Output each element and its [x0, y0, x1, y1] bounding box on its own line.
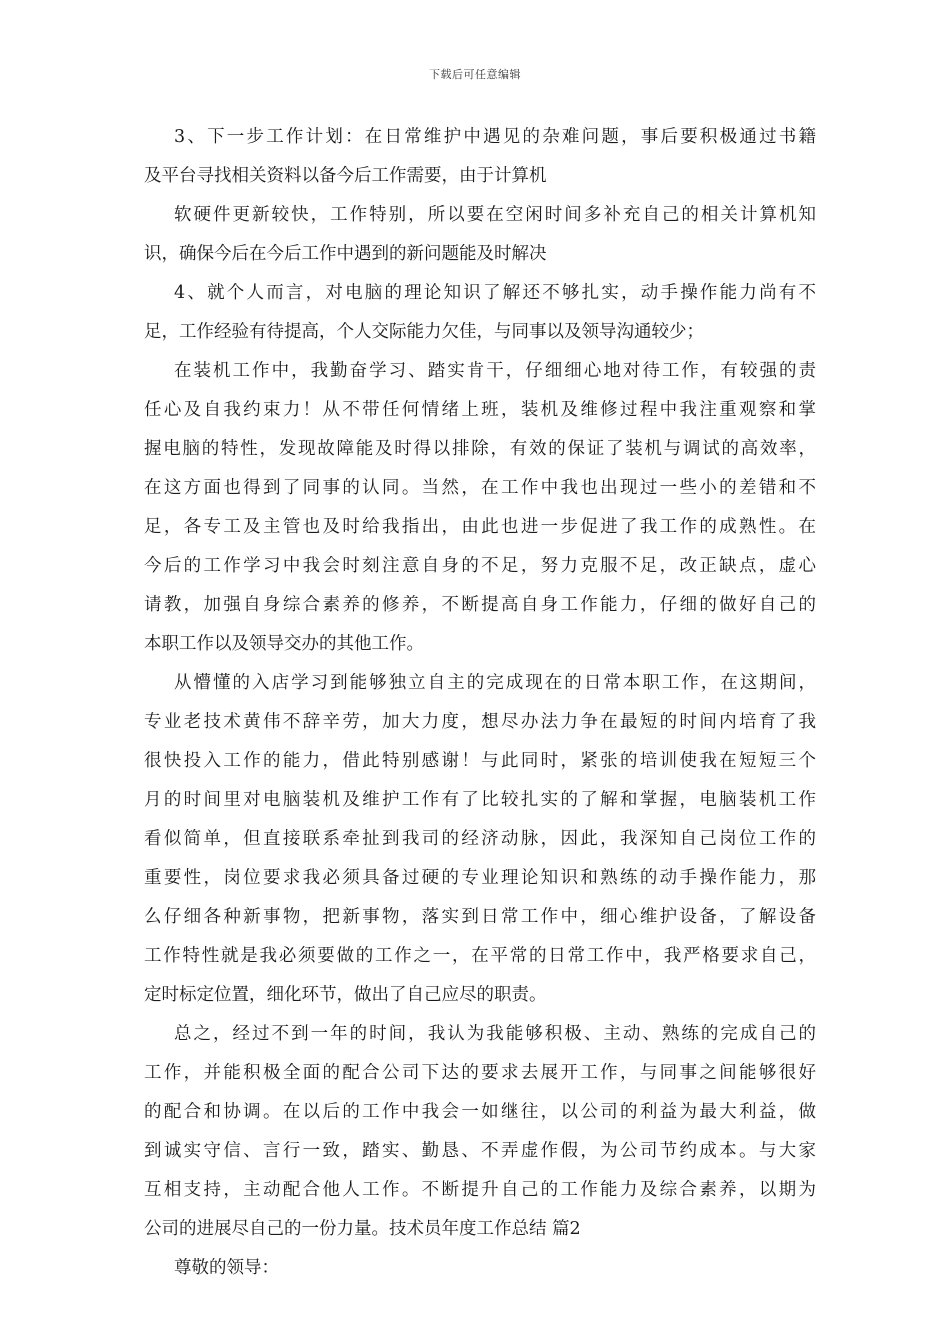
- text-line: 尊敬的领导：: [174, 1258, 279, 1278]
- text-line: 3、下一步工作计划：在日常维护中遇见的杂难问题，事后要积极通过书籍: [174, 127, 816, 147]
- text-line: 握电脑的特性，发现故障能及时得以排除，有效的保证了装机与调试的高效率，: [144, 439, 816, 459]
- document-body: [144, 118, 816, 1288]
- text-line: 公司的进展尽自己的一份力量。技术员年度工作总结 篇2: [144, 1219, 581, 1239]
- text-line: 足，工作经验有待提高，个人交际能力欠佳，与同事以及领导沟通较少；: [144, 322, 704, 342]
- header-note: 下载后可任意编辑: [429, 68, 521, 81]
- text-line: 请教，加强自身综合素养的修养，不断提高自身工作能力，仔细的做好自己的: [144, 595, 816, 615]
- text-line: 工作，并能积极全面的配合公司下达的要求去展开工作，与同事之间能够很好: [144, 1063, 816, 1083]
- text-line: 任心及自我约束力！从不带任何情绪上班，装机及维修过程中我注重观察和掌: [144, 400, 816, 420]
- text-line: 4、就个人而言，对电脑的理论知识了解还不够扎实，动手操作能力尚有不: [174, 283, 816, 303]
- text-line: 的配合和协调。在以后的工作中我会一如继往，以公司的利益为最大利益，做: [144, 1102, 816, 1122]
- text-line: 在这方面也得到了同事的认同。当然，在工作中我也出现过一些小的差错和不: [144, 478, 816, 498]
- text-line: 在装机工作中，我勤奋学习、踏实肯干，仔细细心地对待工作，有较强的责: [174, 361, 816, 381]
- text-line: 识，确保今后在今后工作中遇到的新问题能及时解决: [144, 244, 547, 264]
- text-line: 很快投入工作的能力，借此特别感谢！与此同时，紧张的培训使我在短短三个: [144, 751, 816, 771]
- text-line: 今后的工作学习中我会时刻注意自身的不足，努力克服不足，改正缺点，虚心: [144, 556, 816, 576]
- text-line: 么仔细各种新事物，把新事物，落实到日常工作中，细心维护设备，了解设备: [144, 907, 816, 927]
- text-line: 互相支持，主动配合他人工作。不断提升自己的工作能力及综合素养，以期为: [144, 1180, 816, 1200]
- text-line: 本职工作以及领导交办的其他工作。: [144, 634, 424, 654]
- text-line: 定时标定位置，细化环节，做出了自己应尽的职责。: [144, 985, 547, 1005]
- text-line: 到诚实守信、言行一致，踏实、勤恳、不弄虚作假，为公司节约成本。与大家: [144, 1141, 816, 1161]
- text-line: 软硬件更新较快，工作特别，所以要在空闲时间多补充自己的相关计算机知: [174, 205, 816, 225]
- text-line: 足，各专工及主管也及时给我指出，由此也进一步促进了我工作的成熟性。在: [144, 517, 816, 537]
- text-line: 从懵懂的入店学习到能够独立自主的完成现在的日常本职工作，在这期间，: [174, 673, 816, 693]
- text-line: 重要性，岗位要求我必须具备过硬的专业理论知识和熟练的动手操作能力，那: [144, 868, 816, 888]
- text-line: 看似简单，但直接联系牵扯到我司的经济动脉，因此，我深知自己岗位工作的: [144, 829, 816, 849]
- text-line: 总之，经过不到一年的时间，我认为我能够积极、主动、熟练的完成自己的: [174, 1024, 816, 1044]
- text-line: 工作特性就是我必须要做的工作之一，在平常的日常工作中，我严格要求自己，: [144, 946, 816, 966]
- text-line: 及平台寻找相关资料以备今后工作需要，由于计算机: [144, 166, 547, 186]
- text-line: 专业老技术黄伟不辞辛劳，加大力度，想尽办法力争在最短的时间内培育了我: [144, 712, 816, 732]
- text-line: 月的时间里对电脑装机及维护工作有了比较扎实的了解和掌握，电脑装机工作: [144, 790, 816, 810]
